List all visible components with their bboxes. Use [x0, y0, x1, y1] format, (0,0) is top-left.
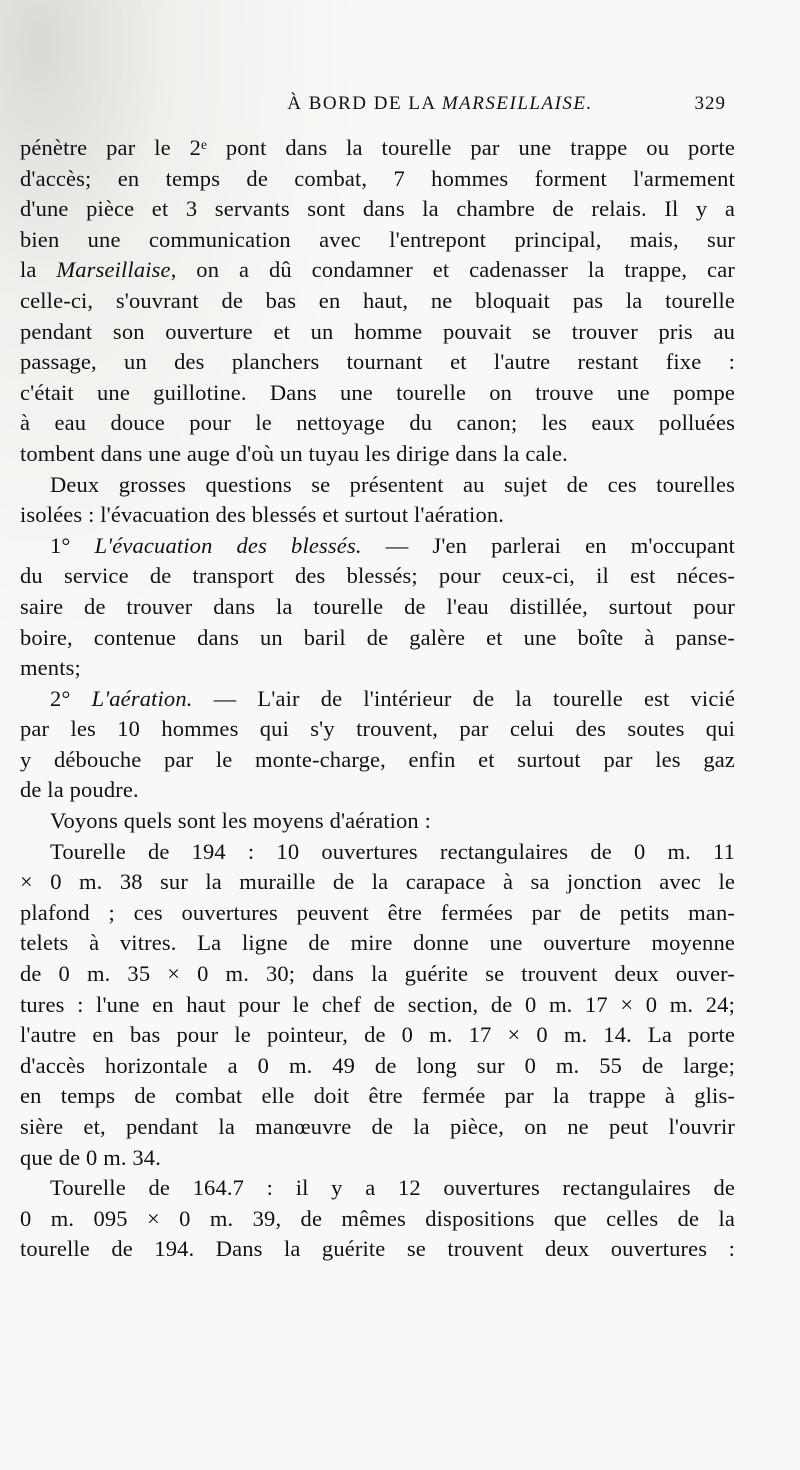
text-line: [20, 286, 735, 317]
line-text: d'accès horizontale a 0 m. 49 de long sur 0 m. 55 de large;: [20, 1052, 735, 1078]
line-text: tourelle de 194. Dans la guérite se trouvent deux ouvertures :: [20, 1236, 735, 1262]
line-text: — L'air de l'intérieur de la tourelle est vicié: [192, 685, 735, 711]
text-line: [20, 837, 735, 868]
running-title: [140, 93, 740, 115]
line-text: pénètre par le 2ᵉ pont dans la tourelle par une trappe ou porte: [20, 135, 735, 160]
line-prefix: la: [20, 257, 57, 283]
text-line: [20, 1112, 735, 1143]
line-text: , on a dû condamner et cadenasser la trappe, car: [170, 257, 735, 283]
line-text: isolées : l'évacuation des blessés et surtout l'aération.: [20, 502, 505, 528]
text-line: [20, 225, 735, 256]
text-line: [20, 898, 735, 929]
line-text: de 0 m. 35 × 0 m. 30; dans la guérite se trouvent deux ouver-: [20, 961, 735, 987]
line-text: — J'en parlerai en m'occupant: [361, 532, 735, 558]
line-text: l'autre en bas pour le pointeur, de 0 m. 17 × 0 m. 14. La porte: [20, 1022, 735, 1048]
line-text: de la poudre.: [20, 777, 139, 803]
line-text: plafond ; ces ouvertures peuvent être fermées par de petits man-: [20, 899, 735, 925]
text-line: [20, 164, 735, 195]
text-line: [20, 500, 735, 531]
line-text: tombent dans une auge d'où un tuyau les dirige dans la cale.: [20, 440, 568, 466]
line-text: c'était une guillotine. Dans une tourelle on trouve une pompe: [20, 379, 735, 405]
line-text: Tourelle de 164.7 : il y a 12 ouvertures rectangulaires de: [50, 1175, 735, 1201]
line-text: Tourelle de 194 : 10 ouvertures rectangulaires de 0 m. 11: [50, 838, 735, 864]
text-line: [20, 531, 735, 562]
text-line: [20, 561, 735, 592]
line-text: sière et, pendant la manœuvre de la pièce, on ne peut l'ouvrir: [20, 1114, 735, 1139]
line-text: × 0 m. 38 sur la muraille de la carapace à sa jonction avec le: [20, 869, 735, 895]
text-line: [20, 317, 735, 348]
italic-phrase: Marseillaise: [56, 257, 171, 283]
line-text: Deux grosses questions se présentent au sujet de ces tourelles: [50, 471, 735, 497]
line-text: Voyons quels sont les moyens d'aération :: [50, 808, 432, 834]
italic-phrase: L'aération.: [91, 685, 193, 711]
text-line: [20, 1020, 735, 1051]
page-number: 329: [694, 93, 726, 114]
page-header: [140, 93, 740, 121]
line-text: saire de trouver dans la tourelle de l'eau distillée, surtout pour: [20, 593, 735, 619]
text-line: [20, 928, 735, 959]
line-text: y débouche par le monte-charge, enfin et surtout par les gaz: [20, 746, 735, 772]
text-line: [20, 408, 735, 439]
line-prefix: 1°: [50, 532, 95, 558]
text-line: [20, 1051, 735, 1082]
text-line: [20, 1173, 735, 1204]
line-text: pendant son ouverture et un homme pouvait se trouver pris au: [20, 318, 735, 344]
line-text: d'accès; en temps de combat, 7 hommes forment l'armement: [20, 165, 735, 191]
text-line: [20, 806, 735, 837]
line-text: du service de transport des blessés; pour ceux-ci, il est néces-: [20, 563, 735, 589]
text-line: [20, 470, 735, 501]
text-line: [20, 745, 735, 776]
line-text: telets à vitres. La ligne de mire donne une ouverture moyenne: [20, 930, 735, 956]
text-line: [20, 592, 735, 623]
text-line: [20, 1081, 735, 1112]
line-text: par les 10 hommes qui s'y trouvent, par celui des soutes qui: [20, 716, 735, 742]
line-text: 0 m. 095 × 0 m. 39, de mêmes dispositions que celles de la: [20, 1205, 735, 1231]
running-title-italic: MARSEILLAISE.: [441, 93, 593, 114]
text-line: [20, 378, 735, 409]
text-line: [20, 959, 735, 990]
line-text: celle-ci, s'ouvrant de bas en haut, ne bloquait pas la tourelle: [20, 287, 735, 313]
line-text: passage, un des planchers tournant et l'autre restant fixe :: [20, 349, 735, 375]
line-text: bien une communication avec l'entrepont principal, mais, sur: [20, 226, 735, 252]
text-line: [20, 133, 735, 164]
text-line: [20, 1234, 735, 1265]
line-text: à eau douce pour le nettoyage du canon; les eaux polluées: [20, 410, 735, 436]
line-text: ments;: [20, 655, 81, 681]
text-line: [20, 255, 735, 286]
text-line: [20, 990, 735, 1021]
text-line: [20, 867, 735, 898]
line-text: d'une pièce et 3 servants sont dans la chambre de relais. Il y a: [20, 196, 735, 222]
body-text: [20, 133, 735, 1265]
text-line: [20, 714, 735, 745]
italic-phrase: L'évacuation des blessés.: [94, 532, 362, 558]
line-text: en temps de combat elle doit être fermée par la trappe à glis-: [20, 1083, 735, 1109]
text-line: [20, 623, 735, 654]
text-line: [20, 1204, 735, 1235]
line-text: boire, contenue dans un baril de galère et une boîte à panse-: [20, 624, 735, 650]
text-line: [20, 439, 735, 470]
line-text: tures : l'une en haut pour le chef de section, de 0 m. 17 × 0 m. 24;: [20, 991, 735, 1017]
text-line: [20, 1143, 735, 1174]
text-line: [20, 194, 735, 225]
running-title-prefix: À BORD DE LA: [287, 93, 442, 114]
text-line: [20, 653, 735, 684]
text-line: [20, 347, 735, 378]
line-text: que de 0 m. 34.: [20, 1144, 161, 1170]
text-line: [20, 684, 735, 715]
text-line: [20, 775, 735, 806]
line-prefix: 2°: [50, 685, 92, 711]
